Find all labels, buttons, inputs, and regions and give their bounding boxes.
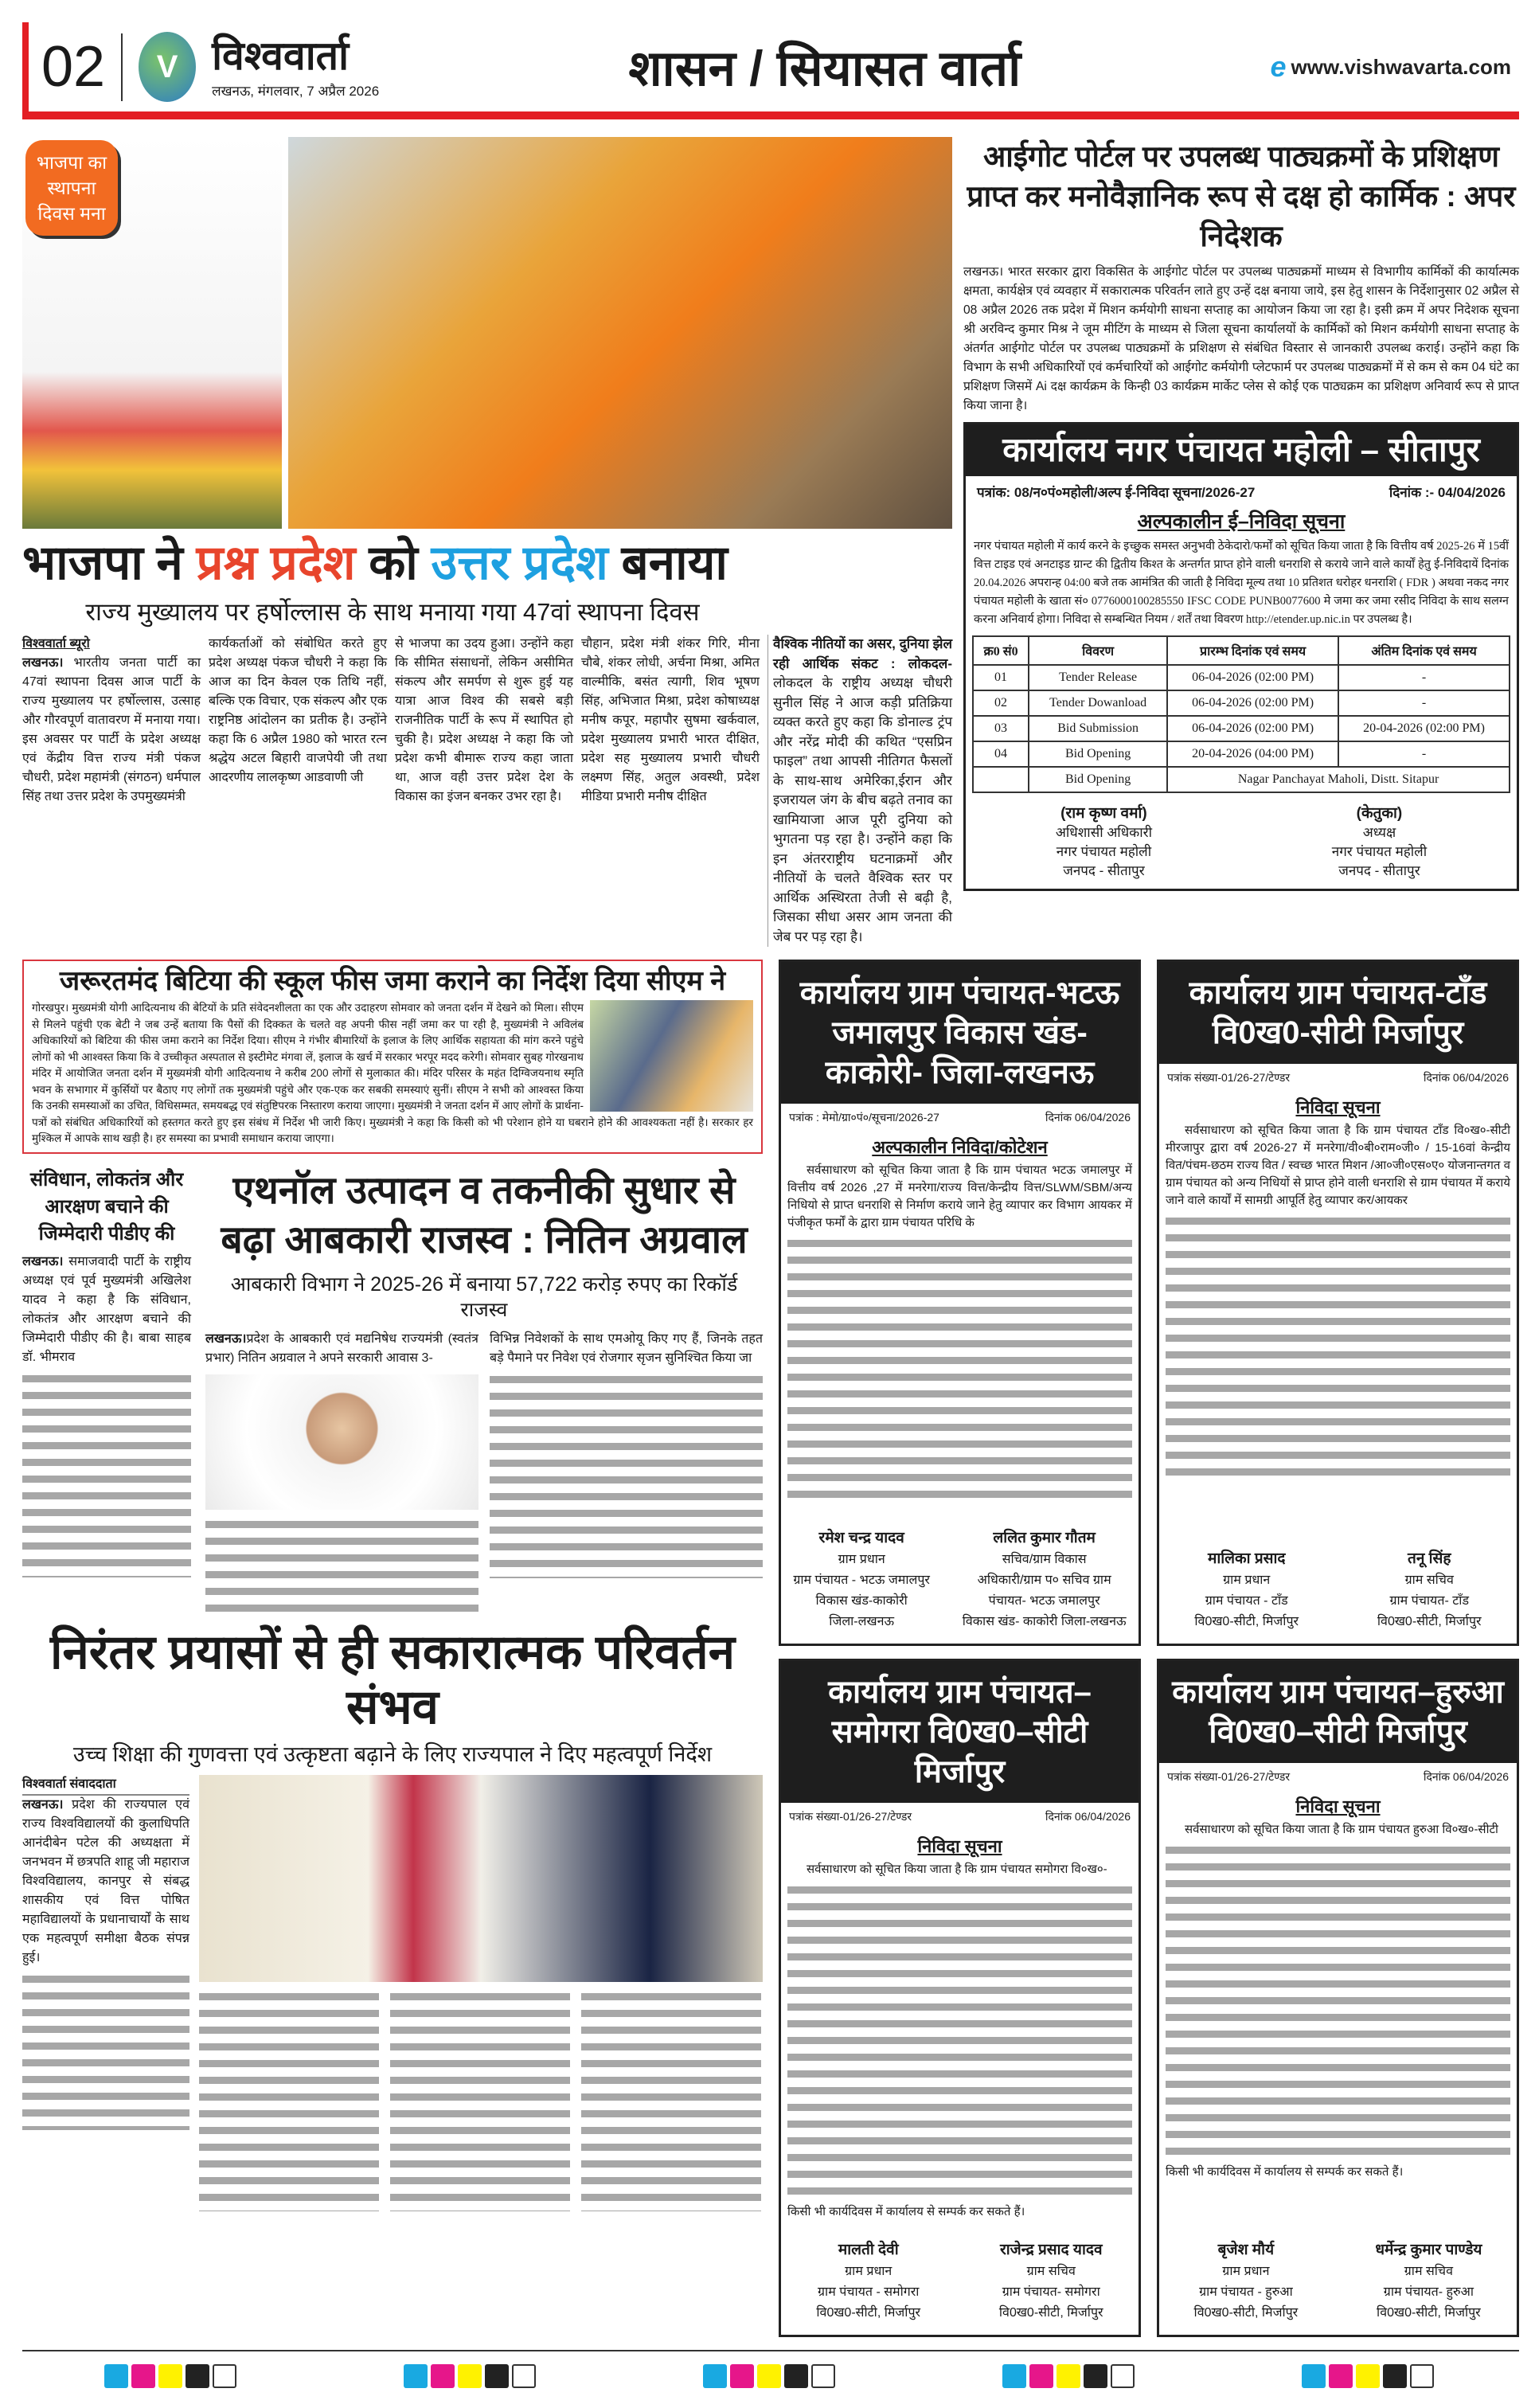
notice-intro: सर्वसाधारण को सूचित किया जाता है कि ग्राम पंचायत भटऊ जमालपुर में वित्तीय वर्ष 2026 ,27 में मनरेगा/राज्य वित्त/केन्द्रीय वित्त/SLWM/SBM/अन्य निधियो से प्राप्त धनराशि से निर्माण कराये जाने हेतु व्यापार कर विभाग आयकर में पंजीकृत फर्मों के द्वारा ग्राम पंचायत परिधि के — [787, 1163, 1132, 1230]
ethanol-subhead: आबकारी विभाग ने 2025-26 में बनाया 57,722 करोड़ रुपए का रिकॉर्ड राजस्व — [230, 1272, 738, 1322]
byline: विश्ववार्ता संवाददाता — [22, 1775, 189, 1796]
notice-closing: किसी भी कार्यदिवस में कार्यालय से सम्पर्क कर सकते हैं। — [1166, 2165, 1404, 2179]
nirantar-headline: निरंतर प्रयासों से ही सकारात्मक परिवर्तन संभव — [49, 1624, 736, 1734]
notice-date: दिनांक 06/04/2026 — [1423, 1770, 1509, 1784]
gram-panchayat-tender-notice — [1157, 1659, 1519, 2337]
website-link[interactable]: www.vishwavarta.com — [1291, 54, 1511, 79]
browser-icon: e — [1270, 50, 1287, 83]
notice-ref: पत्रांक संख्या-01/26-27/टेण्डर — [789, 1810, 912, 1824]
cm-headline: जरूरतमंद बिटिया की स्कूल फीस जमा कराने का निर्देश दिया सीएम ने — [59, 966, 726, 997]
igot-headline: आईगोट पोर्टल पर उपलब्ध पाठ्यक्रमों के प्रशिक्षण प्राप्त कर मनोवैज्ञानिक रूप से दक्ष हो कार्मिक : अपर निदेशक — [967, 140, 1516, 252]
signatory: (केतुका) अध्यक्ष नगर पंचायत महोली जनपद - सीतापुर — [1331, 804, 1428, 878]
notice-body — [787, 1882, 1132, 2200]
notice-ref: पत्रांक संख्या-01/26-27/टेण्डर — [1167, 1071, 1291, 1085]
notice-subtitle: निविदा सूचना — [1295, 1097, 1381, 1118]
ethanol-headline: एथनॉल उत्पादन व तकनीकी सुधार से बढ़ा आबकारी राजस्व : नितिन अग्रवाल — [221, 1169, 748, 1261]
igot-body: लखनऊ। भारत सरकार द्वारा विकसित के आईगोट पोर्टल पर उपलब्ध पाठ्यक्रमों माध्यम से विभागीय कार्मिकों की कार्यात्मक क्षमता, कार्यक्षेत्र एवं व्यवहार में सकारात्मक परिवर्तन लाते हुए उन्हें दक्ष बनाया जाये, इस हेतु शासन के निर्देशानुसार 02 अप्रैल से 08 अप्रैल 2026 तक प्रदेश में मिशन कर्मयोगी साधना सप्ताह का आयोजन किया जा रहा है। इसी क्रम में अपर निदेशक सूचना श्री अरविन्द कुमार मिश्र ने जूम मीटिंग के माध्यम से जिला सूचना कार्यालयों के कार्मिकों को मिशन कर्मयोगी साधना सप्ताह के अंतर्गत आईगोट पोर्टल पर उपलब्ध पाठ्यक्रमों के प्रशिक्षण से संबंधित विस्तार से जानकारी उपलब्ध कराई। उन्होंने कहा कि विभाग के सभी अधिकारियों एवं कर्मचारियों को आईगोट कर्मयोगी प्लेटफार्म पर उपलब्ध पाठ्यक्रमों में से कम से कम 04 घंटे का प्रशिक्षण जिसमें Ai दक्ष कार्यक्रम के किन्ही 03 कार्यक्रम मार्केट प्लेस से कोई एक पाठ्यक्रम का प्रशिक्षण अनिवार्य रूप से प्राप्त किया जाना है। — [963, 265, 1519, 412]
notice-body — [1166, 1213, 1510, 1484]
signatory: मालिका प्रसाद ग्राम प्रधान ग्राम पंचायत - टाँड वि0ख0-सीटी, मिर्जापुर — [1194, 1550, 1299, 1629]
janata-darshan-photo — [590, 1000, 753, 1112]
notice-title: कार्यालय ग्राम पंचायत-भटऊ जमालपुर विकास खंड-काकोरी- जिला-लखनऊ — [781, 962, 1139, 1104]
gram-panchayat-tender-notice — [779, 1659, 1141, 2337]
akhilesh-headline: संविधान, लोकतंत्र और आरक्षण बचाने की जिम्मेदारी पीडीए की — [29, 1168, 184, 1245]
gram-panchayat-tender-notice — [1157, 960, 1519, 1646]
notice-subtitle: अल्पकालीन निविदा/कोटेशन — [872, 1137, 1048, 1158]
notice-subtitle: अल्पकालीन ई–निविदा सूचना — [1137, 510, 1346, 533]
tender-notices — [779, 960, 1519, 2337]
notice-body: नगर पंचायत महोली में कार्य करने के इच्छुक समस्त अनुभवी ठेकेदारो/फर्मों को सूचित किया जाता है कि वित्तीय वर्ष 2025-26 में 15वीं वित्त टाइड एवं अनटाइड ग्रान्ट की द्वितीय किश्त के अन्तर्गत प्राप्त होने वाली धनराशि से कराये जाने वाले कार्यों हेतु ई-निविदायें दिनांक 20.04.2026 अपरान्ह 04:00 बजे तक आमंत्रित की जाती है निविदा मूल्य तथा 10 प्रतिशत धरोहर धनराशि ( FDR ) अथवा नकद नगर पंचायत महोली के खाता सं० 0776000100285550 IFSC CODE PUNB0077600 मे जमा कर जमा रसीद निविदा के साथ सलग्न करना अनिवार्य होगा। निविदा से सम्बन्धित नियम / शर्तें तथा विवरण http://etender.up.nic.in पर उपलब्ध है। — [974, 539, 1509, 626]
signatory: मालती देवी ग्राम प्रधान ग्राम पंचायत - समोगरा वि0ख0-सीटी, मिर्जापुर — [816, 2242, 921, 2320]
notice-date: दिनांक 06/04/2026 — [1423, 1071, 1509, 1085]
signatory: तनू सिंह ग्राम सचिव ग्राम पंचायत- टाँड वि0ख0-सीटी, मिर्जापुर — [1377, 1550, 1482, 1629]
bjp-col-3: से भाजपा का उदय हुआ। उन्होंने कहा कि सीमित संसाधनों, लेकिन असीमित संकल्प और समर्पण से शुरू हुई यह यात्रा आज विश्व की सबसे बड़ी राजनीतिक पार्टी के रूप में स्थापित हो चुकी है। प्रदेश अध्यक्ष ने कहा कि जो प्रदेश कभी बीमारू राज्य कहा जाता था, आज वही उत्तर प्रदेश देश के विकास का इंजन बनकर उभर रहा है। — [395, 637, 573, 804]
paper-logo-icon: V — [139, 32, 196, 102]
notice-body — [787, 1235, 1132, 1506]
signatory: (राम कृष्ण वर्मा) अधिशासी अधिकारी नगर पंचायत महोली जनपद - सीतापुर — [1055, 804, 1152, 878]
notice-body — [1166, 1842, 1510, 2160]
signatory: रमेश चन्द्र यादव ग्राम प्रधान ग्राम पंचायत - भटऊ जमालपुर विकास खंड-काकोरी जिला-लखनऊ — [793, 1530, 930, 1629]
tender-schedule-table: क्र0 सं0 विवरण प्रारम्भ दिनांक एवं समय अंतिम दिनांक एवं समय 01 Tender Release 06-04-2026 (02:00 PM) - 02 Tender Dowanload 06-04-2026 (02:00 PM) - 03 Bid Submission 06-04-2026 (02:00 PM) 20-04-2026 (02:00 PM) 04 Bid Opening 20-04-2026 (04:00 PM) - Bid Opening Nagar Panchayat Maholi, Distt. Sitapur — [972, 635, 1510, 793]
dateline: लखनऊ, मंगलवार, 7 अप्रैल 2026 — [212, 84, 380, 99]
table-row: 04 Bid Opening 20-04-2026 (04:00 PM) - — [973, 741, 1510, 767]
nirantar-body — [199, 1988, 763, 2211]
notice-ref: पत्रांक: 08/न०पं०महोली/अल्प ई-निविदा सूचना/2026-27 — [977, 484, 1256, 500]
signatory: राजेन्द्र प्रसाद यादव ग्राम सचिव ग्राम पंचायत- समोगरा वि0ख0-सीटी, मिर्जापुर — [998, 2242, 1103, 2320]
nirantar-col-1: विश्ववार्ता संवाददाता लखनऊ। प्रदेश की राज्यपाल एवं राज्य विश्वविद्यालयों की कुलाधिपति आनंदीबेन पटेल की अध्यक्षता में जनभवन में छत्रपति शाहू जी महाराज विश्वविद्यालय, कानपुर से संबद्ध शासकीय एवं वित्त पोषित महाविद्यालयों के प्रधानाचार्यों के साथ एक महत्वपूर्ण समीक्षा बैठक संपन्न हुई। — [22, 1775, 189, 2130]
cm-body: गोरखपुर। मुख्यमंत्री योगी आदित्यनाथ की बेटियों के प्रति संवेदनशीलता का एक और उदाहरण सोमवार को जनता दर्शन में देखने को मिला। सीएम से मिलने पहुंची एक बेटी ने जब उन्हें बताया कि पैसों की दिक्कत के चलते वह अपनी फीस नहीं जमा कर पा रही है, मुख्यमंत्री ने अविलंब अधिकारियों को बिटिया की फीस जमा कराने का निर्देश दिया। सीएम ने गंभीर बीमारियों के इलाज के लिए आर्थिक सहायता की मांग करने पहुंचे लोगों को भी आश्वस्त किया कि वे उच्चीकृत अस्पताल से इस्टीमेट मंगवा लें, इलाज के खर्च में सरकार भरपूर मदद करेगी। सोमवार सुबह गोरखनाथ मंदिर में आयोजित जनता दर्शन में मुख्यमंत्री योगी आदित्यनाथ ने करीब 200 लोगों से मुलाकात की। मंदिर परिसर के महंत दिग्विजयनाथ स्मृति भवन के सभागार में कुर्सियों पर बैठाए गए लोगों तक मुख्यमंत्री पहुंचे और एक-एक कर सबकी समस्याएं सुनीं। सीएम ने सभी को आश्वस्त किया कि उनकी समस्याओं का उचित, विधिसम्मत, समयबद्ध एवं संतुष्टिपरक निस्तारण कराया जाएगा। मुख्यमंत्री ने जनता दर्शन में आए लोगों के प्रार्थना-पत्रों को संबंधित अधिकारियों को हस्तगत करते हुए इस संबंध में निर्देश भी जारी किए। मुख्यमंत्री ने कहा कि किसी को भी परेशान होने या घबराने होने की आवश्यकता नहीं है। सरकार हर मुश्किल में आपके साथ खड़ी है। हर समस्या का प्रभावी समाधान कराया जाएगा। — [32, 1002, 753, 1145]
notice-title: कार्यालय ग्राम पंचायत–हुरुआ वि0ख0–सीटी मिर्जापुर — [1159, 1661, 1517, 1763]
registration-marks — [22, 2364, 1519, 2392]
byline: विश्ववार्ता ब्यूरो — [22, 637, 90, 651]
notice-date: दिनांक 06/04/2026 — [1045, 1810, 1131, 1824]
notice-title: कार्यालय ग्राम पंचायत-टाँड वि0ख0-सीटी मिर्जापुर — [1159, 962, 1517, 1064]
notice-title: कार्यालय नगर पंचायत महोली – सीतापुर — [966, 424, 1517, 476]
masthead — [22, 22, 1519, 119]
bjp-col-2: कार्यकर्ताओं को संबोधित करते हुए प्रदेश अध्यक्ष पंकज चौधरी ने कहा कि आज का दिन केवल एक तिथि नहीं, बल्कि एक विचार, एक संकल्प और एक राष्ट्रनिष्ठ आंदोलन का प्रतीक है। उन्होंने कहा कि 6 अप्रैल 1980 को भारत रत्न श्रद्धेय अटल बिहारी वाजपेयी जी तथा आदरणीय लालकृष्ण आडवाणी जी — [209, 637, 387, 785]
table-row: 01 Tender Release 06-04-2026 (02:00 PM) - — [973, 665, 1510, 690]
signatory: बृजेश मौर्य ग्राम प्रधान ग्राम पंचायत - हुरुआ वि0ख0-सीटी, मिर्जापुर — [1193, 2242, 1299, 2320]
notice-closing: किसी भी कार्यदिवस में कार्यालय से सम्पर्क कर सकते हैं। — [787, 2205, 1025, 2219]
gram-panchayat-tender-notice — [779, 960, 1141, 1646]
notice-date: दिनांक 06/04/2026 — [1045, 1111, 1131, 1124]
nirantar-subhead: उच्च शिक्षा की गुणवत्ता एवं उत्कृष्टता बढ़ाने के लिए राज्यपाल ने दिए महत्वपूर्ण निर्देश — [72, 1742, 713, 1766]
lokdal-brief: वैश्विक नीतियों का असर, दुनिया झेल रही आर्थिक संकट : लोकदल- लोकदल के राष्ट्रीय अध्यक्ष चौधरी सुनील सिंह ने आज कड़ी प्रतिक्रिया व्यक्त करते हुए कहा कि डोनाल्ड ट्रंप और नरेंद्र मोदी की कथित “एसप्रिन फाइल” तथा आपसी नीतिगत फैसलों के साथ-साथ अमेरिका,ईरान और इजरायल जंग के बीच बढ़ते तनाव का खामियाजा आज पूरी दुनिया को भुगतना पड़ रहा है। उन्होंने कहा कि इन अंतरराष्ट्रीय घटनाक्रमों और नीतियों के चलते वैश्विक स्तर पर आर्थिक अस्थिरता तेजी से बढ़ी है, जिसका सीधा असर आम जनता की जेब पर पड़ रहा है। — [768, 635, 952, 947]
bjp-subhead: राज्य मुख्यालय पर हर्षोल्लास के साथ मनाया गया 47वां स्थापना दिवस — [85, 598, 700, 626]
governor-meeting-photo — [199, 1775, 763, 1982]
akhilesh-brief: संविधान, लोकतंत्र और आरक्षण बचाने की जिम्मेदारी पीडीए की लखनऊ। समाजवादी पार्टी के राष्ट्रीय अध्यक्ष एवं पूर्व मुख्यमंत्री अखिलेश यादव ने कहा है कि संविधान, लोकतंत्र और आरक्षण बचाने की जिम्मेदारी पीडीए की है। बाबा साहब डॉ. भीमराव — [22, 1167, 191, 1577]
section-title: शासन / सियासत वार्ता — [628, 41, 1021, 96]
bjp-col-1: विश्ववार्ता ब्यूरो लखनऊ। भारतीय जनता पार्टी का 47वां स्थापना दिवस आज पार्टी के राज्य मुख्यालय पर हर्षोल्लास, उत्साह और गौरवपूर्ण वातावरण में मनाया गया। इस अवसर पर पार्टी के प्रदेश अध्यक्ष एवं केंद्रीय वित्त राज्य मंत्री पंकज चौधरी, प्रदेश महामंत्री (संगठन) धर्मपाल सिंह तथा उत्तर प्रदेश के उपमुख्यमंत्री — [22, 635, 201, 807]
notice-subtitle: निविदा सूचना — [1295, 1796, 1381, 1817]
table-row: 03 Bid Submission 06-04-2026 (02:00 PM) 20-04-2026 (02:00 PM) — [973, 716, 1510, 741]
signatory: ललित कुमार गौतम सचिव/ग्राम विकास अधिकारी/ग्राम प० सचिव ग्राम पंचायत- भटऊ जमालपुर विकास खंड- काकोरी जिला-लखनऊ — [962, 1530, 1127, 1629]
bjp-headline: भाजपा ने प्रश्न प्रदेश को उत्तर प्रदेश बनाया — [22, 536, 728, 589]
photo-badge: भाजपा का स्थापना दिवस मना — [25, 140, 118, 236]
bjp-col-4: चौहान, प्रदेश मंत्री शंकर गिरि, मीना चौबे, शंकर लोधी, अर्चना मिश्रा, अमित वाल्मीकि, बसंत त्यागी, शिव भूषण सिंह, अभिजात मिश्रा, प्रदेश कोषाध्यक्ष मनीष कपूर, महापौर सुषमा खर्कवाल, प्रदेश मुख्यालय प्रभारी भारत दीक्षित, प्रदेश सह मुख्यालय प्रभारी चौधरी लक्ष्मण सिंह, अतुल अवस्थी, प्रदेश मीडिया प्रभारी मनीष दीक्षित — [581, 637, 760, 804]
notice-intro: सर्वसाधारण को सूचित किया जाता है कि ग्राम पंचायत समोगरा वि०ख०- — [807, 1863, 1107, 1877]
table-row: 02 Tender Dowanload 06-04-2026 (02:00 PM) - — [973, 690, 1510, 716]
notice-ref: पत्रांक संख्या-01/26-27/टेण्डर — [1167, 1770, 1291, 1784]
foundation-day-crowd-photo — [288, 137, 952, 529]
notice-subtitle: निविदा सूचना — [917, 1836, 1002, 1857]
maholi-tender-notice — [963, 422, 1519, 891]
notice-intro: सर्वसाधारण को सूचित किया जाता है कि ग्राम पंचायत हुरुआ वि०ख०-सीटी — [1185, 1823, 1498, 1837]
ethanol-col-1: लखनऊ।प्रदेश के आबकारी एवं मद्यनिषेध राज्यमंत्री (स्वतंत्र प्रभार) नितिन अग्रवाल ने अपने सरकारी आवास 3- — [205, 1330, 478, 1612]
paper-name: विश्ववार्ता — [212, 33, 350, 78]
page-number: 02 — [41, 35, 106, 99]
ethanol-col-2: विभिन्न निवेशकों के साथ एमओयू किए गए हैं, जिनके तहत बड़े पैमाने पर निवेश एवं रोजगार सृजन सुनिश्चित किया जा — [490, 1330, 763, 1578]
signatory: धर्मेन्द्र कुमार पाण्डेय ग्राम सचिव ग्राम पंचायत- हुरुआ वि0ख0-सीटी, मिर्जापुर — [1375, 2242, 1482, 2320]
cm-story-box — [22, 960, 763, 1154]
nitin-agrawal-photo — [205, 1374, 478, 1510]
table-row: Bid Opening Nagar Panchayat Maholi, Distt. Sitapur — [973, 767, 1510, 792]
notice-ref: पत्रांक : मेमो/ग्रा०पं०/सूचना/2026-27 — [789, 1111, 939, 1124]
notice-intro: सर्वसाधारण को सूचित किया जाता है कि ग्राम पंचायत टाँड वि०ख०-सीटी मीरजापुर द्वारा वर्ष 2026-27 में मनरेगा/वी०बी०राम०जी० / 15-16वां केन्द्रीय वित/पंचम-छठम राज्य वित / स्वच्छ भारत मिशन /आ०जी०एस०ए० योजनान्तगत व ग्राम पंचायत को अन्य निधियों से प्राप्त होने वाली धनराशि से ग्राम पंचायत में कराये जाने वाले कार्यों में सामग्री आपूर्ति हेतु व्यापार कर/आयकर — [1166, 1124, 1510, 1208]
flag-hoisting-photo — [22, 137, 282, 529]
notice-title: कार्यालय ग्राम पंचायत–समोगरा वि0ख0–सीटी मिर्जापुर — [781, 1661, 1139, 1803]
notice-date: दिनांक :- 04/04/2026 — [1389, 484, 1506, 500]
